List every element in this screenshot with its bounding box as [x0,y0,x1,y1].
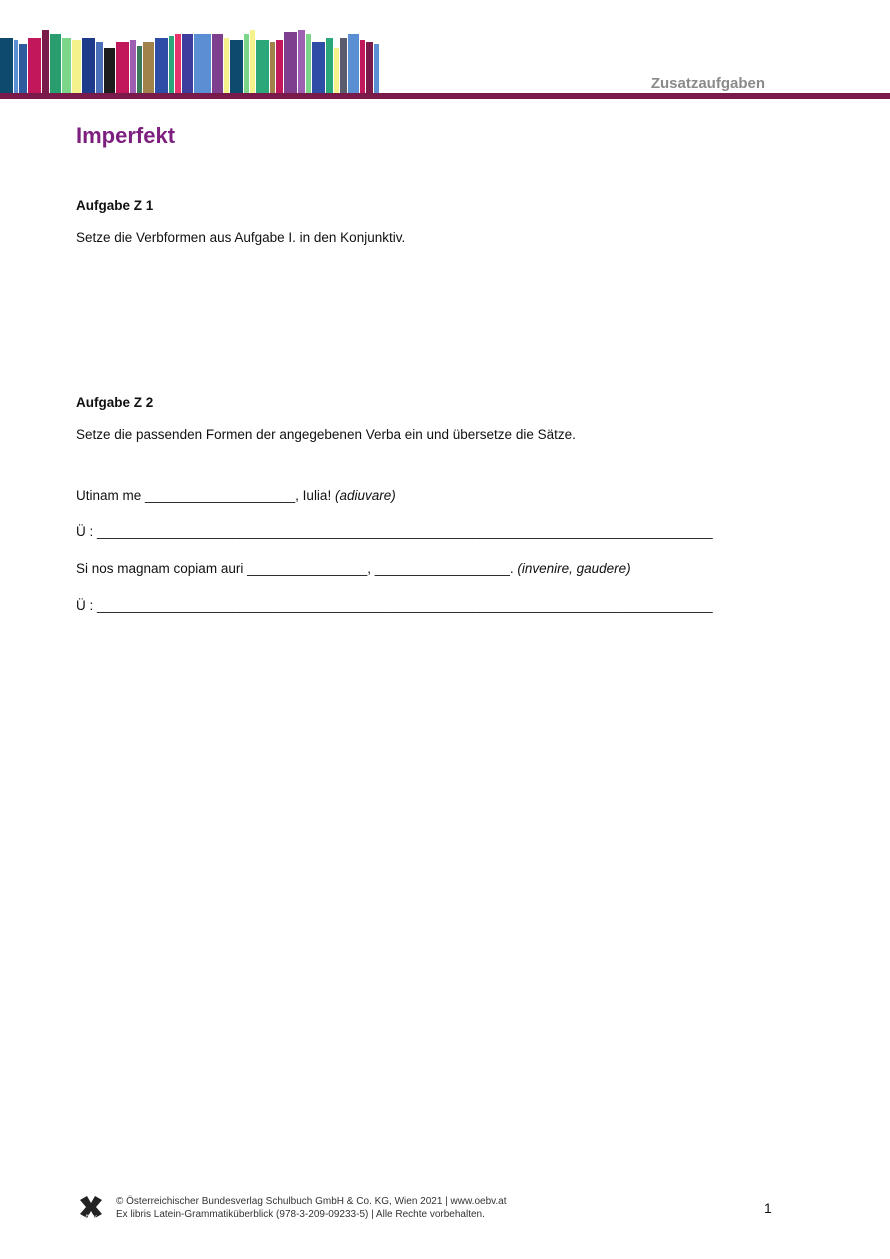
sentence-1-hint: (adiuvare) [334,488,396,503]
bookshelf-illustration [0,28,450,94]
book-spine [340,38,347,94]
page-header [0,0,890,100]
sentence-2 [76,561,631,576]
book-spine [72,40,81,94]
page-title: Imperfekt [76,123,176,148]
book-spine [116,42,129,94]
translation-line-1: Ü : __________________________________________________________________________________ [76,524,713,539]
book-spine [360,40,365,94]
svg-text:öbv: öbv [85,1214,97,1221]
book-spine [143,42,154,94]
book-spine [137,46,142,94]
sentence-2-text: Si nos magnam copiam auri ________________, __________________. [76,561,518,576]
sentence-2-hint: (invenire, gaudere) [517,561,631,576]
book-spine [19,44,27,94]
header-rule [0,93,890,99]
book-spine [334,48,339,94]
page-footer [76,1192,816,1232]
page-number: 1 [764,1200,772,1216]
book-spine [306,34,311,94]
task-z1-instruction: Setze die Verbformen aus Aufgabe I. in den Konjunktiv. [76,230,406,245]
oebv-logo-icon [76,1192,106,1222]
book-spine [50,34,61,94]
book-spine [284,32,297,94]
book-spine [96,42,103,94]
footer-line-1: © Österreichischer Bundesverlag Schulbuch GmbH & Co. KG, Wien 2021 | www.oebv.at [116,1196,507,1207]
book-spine [82,38,95,94]
book-spine [374,44,379,94]
book-spine [250,30,255,94]
task-z2-heading: Aufgabe Z 2 [76,395,154,410]
footer-copyright [116,1195,507,1221]
book-spine [326,38,333,94]
book-spine [312,42,325,94]
book-spine [28,38,41,94]
book-spine [366,42,373,94]
sentence-1-text: Utinam me ____________________, Iulia! [76,488,335,503]
book-spine [42,30,49,94]
book-spine [62,38,71,94]
footer-line-2: Ex libris Latein-Grammatiküberblick (978-3-209-09233-5) | Alle Rechte vorbehalten. [116,1209,485,1220]
book-spine [256,40,269,94]
book-spine [182,34,193,94]
book-spine [276,40,283,94]
book-spine [270,42,275,94]
book-spine [155,38,168,94]
task-z2-instruction: Setze die passenden Formen der angegebenen Verba ein und übersetze die Sätze. [76,427,576,442]
book-spine [194,34,211,94]
book-spine [14,40,18,94]
book-spine [0,38,13,94]
book-spine [244,34,249,94]
translation-line-2: Ü : __________________________________________________________________________________ [76,598,713,613]
task-z1-heading: Aufgabe Z 1 [76,198,154,213]
book-spine [224,38,229,94]
sentence-1 [76,488,396,503]
book-spine [212,34,223,94]
book-spine [298,30,305,94]
section-label: Zusatzaufgaben [650,75,765,92]
book-spine [130,40,136,94]
book-spine [175,34,181,94]
book-spine [230,40,243,94]
book-spine [104,48,115,94]
book-spine [169,36,174,94]
book-spine [348,34,359,94]
